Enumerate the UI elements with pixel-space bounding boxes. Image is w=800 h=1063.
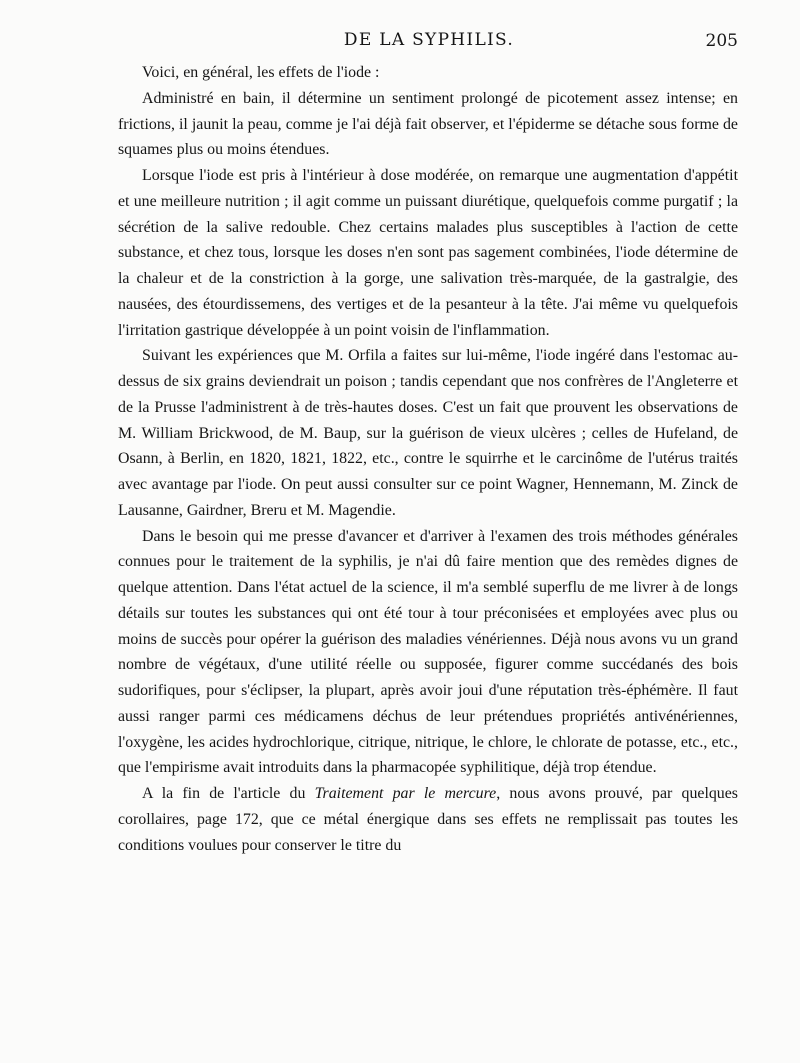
running-title: DE LA SYPHILIS.: [343, 30, 515, 50]
paragraph-orfila: Suivant les expériences que M. Orfila a faites sur lui-même, l'iode ingéré dans l'estomac au-dessus de six grains deviendrait un poison ; tandis cependant que nos confrères de l'Angleterre et de la Prusse l'administrent à de très-hautes doses. C'est un fait que prouvent les observations de M. William Brickwood, de M. Baup, sur la guérison de vieux ulcères ; celles de Hufeland, de Osann, à Berlin, en 1820, 1821, 1822, etc., contre le squirrhe et le carcinôme de l'utérus traités avec avantage par l'iode. On peut aussi consulter sur ce point Wagner, Hennemann, M. Zinck de Lausanne, Gairdner, Breru et M. Magendie.: [118, 347, 738, 519]
paragraph-mercure-after: , nous avons prouvé, par quelques corollaires, page 172, que ce métal énergique dans ses effets ne remplissait pas toutes les conditions voulues pour conserver le titre du: [118, 785, 738, 854]
page-header: [120, 30, 738, 56]
paragraph-intro: Voici, en général, les effets de l'iode :: [142, 64, 380, 81]
paragraph-mercure: [118, 781, 738, 858]
paragraph-mercure-before: A la fin de l'article du: [142, 785, 315, 802]
page-number: 205: [705, 31, 738, 51]
body-text: [118, 60, 738, 858]
paragraph-internal-use: Lorsque l'iode est pris à l'intérieur à dose modérée, on remarque une augmentation d'appétit et une meilleure nutrition ; il agit comme un puissant diurétique, quelquefois comme purgatif ; la sécrétion de la salive redouble. Chez certains malades plus susceptibles à l'action de cette substance, et chez tous, lorsque les doses n'en sont pas sagement combinées, l'iode détermine de la chaleur et de la constriction à la gorge, une salivation très-marquée, de la gastralgie, des nausées, des étourdissemens, des vertiges et de la pesanteur à la tête. J'ai même vu quelquefois l'irritation gastrique développée à un point voisin de l'inflammation.: [118, 167, 738, 339]
paragraph-methods: Dans le besoin qui me presse d'avancer et d'arriver à l'examen des trois méthodes générales connues pour le traitement de la syphilis, je n'ai dû faire mention que des remèdes dignes de quelque attention. Dans l'état actuel de la science, il m'a semblé superflu de me livrer à de longs détails sur toutes les substances qui ont été tour à tour préconisées et employées avec plus ou moins de succès pour opérer la guérison des maladies vénériennes. Déjà nous avons vu un grand nombre de végétaux, d'une utilité réelle ou supposée, figurer comme succédanés des bois sudorifiques, pour s'éclipser, la plupart, après avoir joui d'une réputation très-éphémère. Il faut aussi ranger parmi ces médicamens déchus de leur prétendues propriétés antivénériennes, l'oxygène, les acides hydrochlorique, citrique, nitrique, le chlore, le chlorate de potasse, etc., etc., que l'empirisme avait introduits dans la pharmacopée syphilitique, déjà trop étendue.: [118, 527, 738, 777]
paragraph-bath: Administré en bain, il détermine un sentiment prolongé de picotement assez intense; en frictions, il jaunit la peau, comme je l'ai déjà fait observer, et l'épiderme se détache sous forme de squames plus ou moins étendues.: [118, 89, 738, 159]
paragraph-mercure-italic: Traitement par le mercure: [314, 785, 497, 802]
